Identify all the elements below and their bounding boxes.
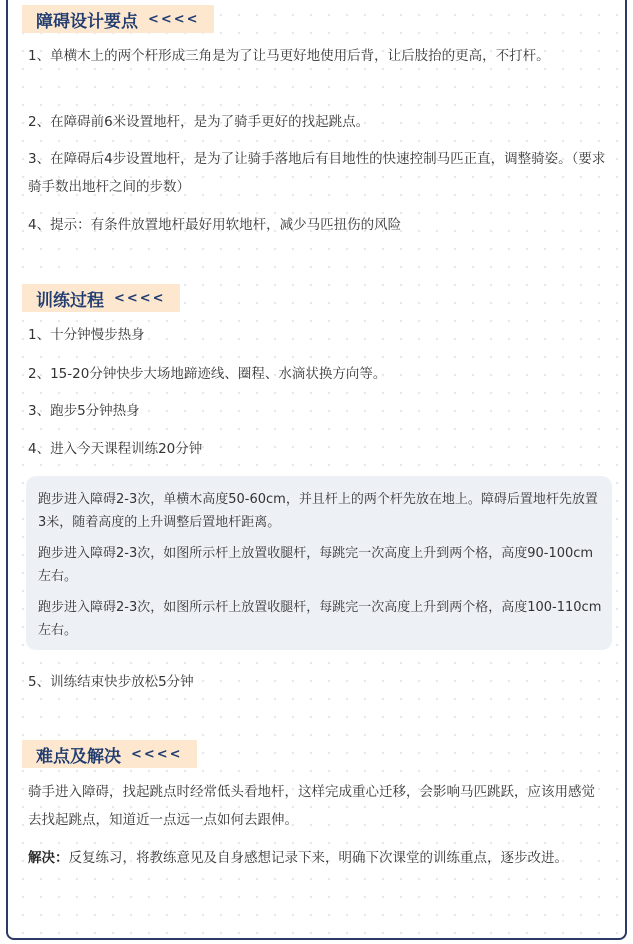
section-heading-design <box>22 5 214 33</box>
solution-text: 反复练习，将教练意见及自身感想记录下来，明确下次课堂的训练重点，逐步改进。 <box>68 850 568 866</box>
section-title: 难点及解决 <box>36 746 121 767</box>
arrows-icon: <<<< <box>148 11 200 27</box>
paragraph: 3、在障碍后4步设置地杆，是为了让骑手落地后有目地性的快速控制马匹正直，调整骑姿。（要求骑手数出地杆之间的步数） <box>28 151 606 195</box>
section-heading-difficulty <box>22 740 197 768</box>
box-paragraph: 跑步进入障碍2-3次，如图所示杆上放置收腿杆，每跳完一次高度上升到两个格，高度90-100cm左右。 <box>38 546 594 584</box>
section-heading-training <box>22 284 180 312</box>
list-item: 2、15-20分钟快步大场地蹄迹线、圈程、水滴状换方向等。 <box>28 366 387 382</box>
arrows-icon: <<<< <box>114 290 166 306</box>
box-paragraph: 跑步进入障碍2-3次，单横木高度50-60cm，并且杆上的两个杆先放在地上。障碍后置地杆先放置3米，随着高度的上升调整后置地杆距离。 <box>38 492 598 530</box>
list-item: 4、进入今天课程训练20分钟 <box>28 441 203 457</box>
box-paragraph: 跑步进入障碍2-3次，如图所示杆上放置收腿杆，每跳完一次高度上升到两个格，高度100-110cm左右。 <box>38 600 602 638</box>
article-card <box>6 0 627 940</box>
training-detail-box <box>26 476 612 650</box>
arrows-icon: <<<< <box>131 746 183 762</box>
paragraph: 4、提示：有条件放置地杆最好用软地杆，减少马匹扭伤的风险 <box>28 217 402 233</box>
paragraph: 2、在障碍前6米设置地杆，是为了骑手更好的找起跳点。 <box>28 114 370 130</box>
paragraph: 1、单横木上的两个杆形成三角是为了让马更好地使用后背，让后肢抬的更高，不打杆。 <box>28 48 550 64</box>
list-item: 5、训练结束快步放松5分钟 <box>28 674 194 690</box>
list-item: 1、十分钟慢步热身 <box>28 327 145 343</box>
paragraph: 骑手进入障碍，找起跳点时经常低头看地杆，这样完成重心迁移，会影响马匹跳跃，应该用感觉去找起跳点，知道近一点远一点如何去跟伸。 <box>28 784 595 828</box>
section-title: 训练过程 <box>36 290 104 311</box>
list-item: 3、跑步5分钟热身 <box>28 403 140 419</box>
section-title: 障碍设计要点 <box>36 11 138 32</box>
solution-label: 解决： <box>28 850 69 866</box>
solution-paragraph <box>28 844 608 872</box>
